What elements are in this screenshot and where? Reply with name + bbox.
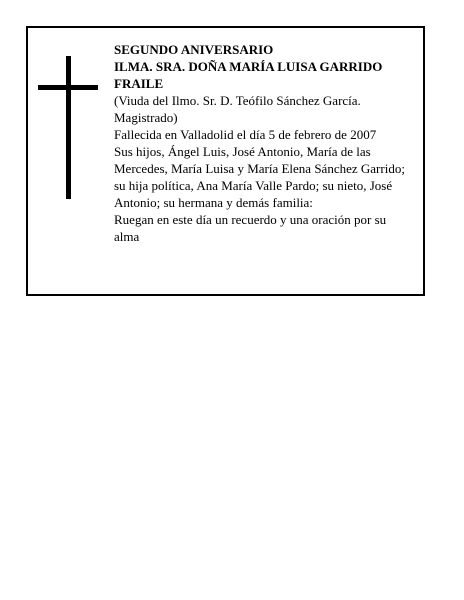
cross-vertical-bar — [66, 56, 71, 199]
widow-note: (Viuda del Ilmo. Sr. D. Teófilo Sánchez García. Magistrado) — [114, 93, 361, 125]
family-line: Sus hijos, Ángel Luis, José Antonio, María de las Mercedes, María Luisa y María Elena Sánchez Garrido; su hija política, Ana María Valle Pardo; su nieto, José Antonio; su hermana y demás familia: — [114, 144, 405, 210]
death-line: Fallecida en Valladolid el día 5 de febrero de 2007 — [114, 127, 377, 142]
request-line: Ruegan en este día un recuerdo y una oración por su alma — [114, 212, 387, 244]
deceased-name: ILMA. SRA. DOÑA MARÍA LUISA GARRIDO FRAILE — [114, 59, 383, 91]
cross-horizontal-bar — [38, 85, 98, 90]
notice-text — [114, 41, 414, 245]
notice-heading: SEGUNDO ANIVERSARIO — [114, 42, 274, 57]
obituary-notice — [26, 26, 425, 296]
